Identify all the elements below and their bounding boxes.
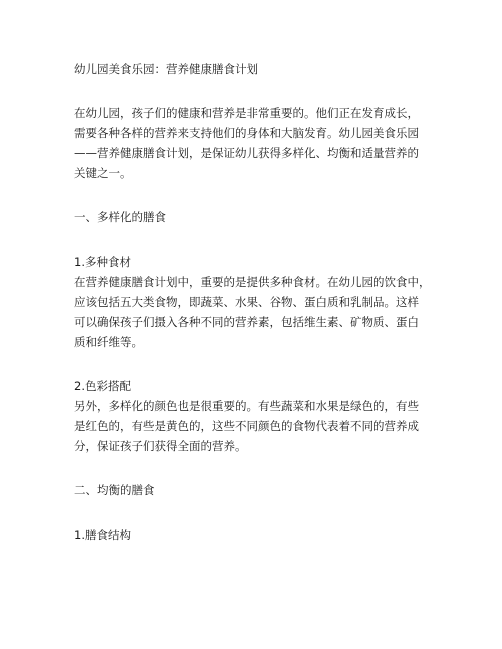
intro-line-4: 关键之一。 xyxy=(74,166,132,180)
paragraph-line: 应该包括五大类食物，即蔬菜、水果、谷物、蛋白质和乳制品。这样 xyxy=(74,295,419,309)
paragraph-line: 分，保证孩子们获得全面的营养。 xyxy=(74,439,247,453)
intro-line-2: 需要各种各样的营养来支持他们的身体和大脑发育。幼儿园美食乐园 xyxy=(74,126,419,140)
paragraph-line: 是红色的，有些是黄色的，这些不同颜色的食物代表着不同的营养成 xyxy=(74,419,419,433)
paragraph-line: 另外，多样化的颜色也是很重要的。有些蔬菜和水果是绿色的，有些 xyxy=(74,399,419,413)
paragraph-line: 质和纤维等。 xyxy=(74,335,143,349)
subheading-1: 1.多种食材 xyxy=(74,255,131,269)
intro-line-1: 在幼儿园，孩子们的健康和营养是非常重要的。他们正在发育成长， xyxy=(74,106,419,120)
document-title: 幼儿园美食乐园：营养健康膳食计划 xyxy=(74,62,258,76)
section-heading-2: 二、均衡的膳食 xyxy=(74,483,155,497)
intro-line-3: ——营养健康膳食计划，是保证幼儿获得多样化、均衡和适量营养的 xyxy=(74,146,419,160)
subheading-2: 2.色彩搭配 xyxy=(74,379,131,393)
section-heading-1: 一、多样化的膳食 xyxy=(74,210,166,224)
subheading-3: 1.膳食结构 xyxy=(74,528,131,542)
paragraph-line: 在营养健康膳食计划中，重要的是提供多种食材。在幼儿园的饮食中， xyxy=(74,275,431,289)
paragraph-line: 可以确保孩子们摄入各种不同的营养素，包括维生素、矿物质、蛋白 xyxy=(74,315,419,329)
